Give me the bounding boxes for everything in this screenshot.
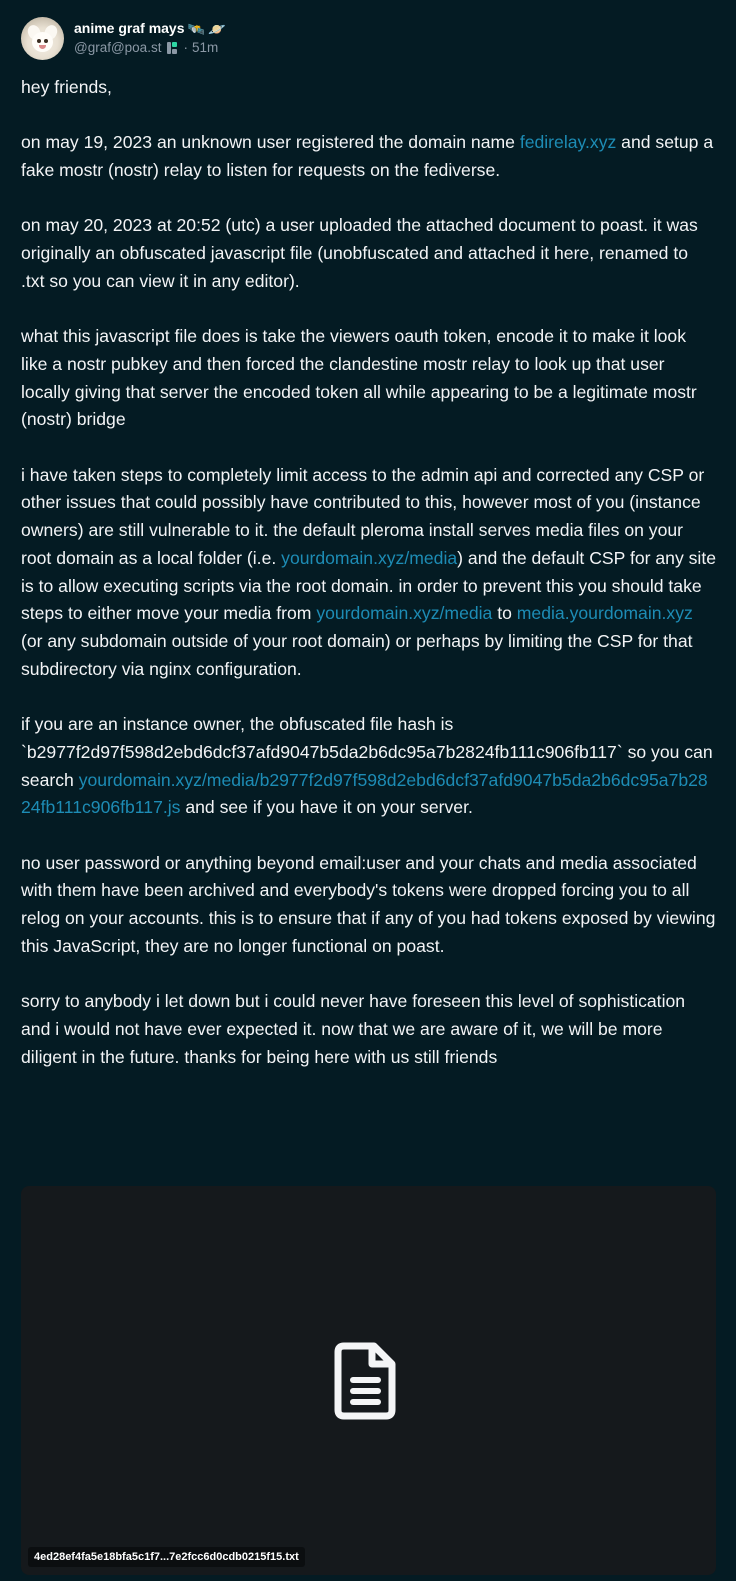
satellite-emoji-icon: 🛰️ [187,20,205,37]
paragraph-tokens: no user password or anything beyond email:user and your chats and media associated with them have been archived and everybody's tokens were dropped forcing you to all relog on your accounts. this is to ensure that if any of you had tokens exposed by viewing this JavaScript, they are no longer functional on poast. [21,852,716,956]
paragraph-upload: on may 20, 2023 at 20:52 (utc) a user uploaded the attached document to poast. it was originally an obfuscated javascript file (unobfuscated and attached it here, renamed to .txt so you can view it in any editor). [21,215,698,291]
account-handle[interactable]: @graf@poa.st [74,40,162,55]
display-name-row[interactable] [74,19,225,38]
file-attachment[interactable] [21,1186,716,1575]
link-yourdomain-media[interactable]: yourdomain.xyz/media [281,547,458,568]
avatar[interactable] [21,17,64,60]
author-info [74,19,225,57]
paragraph-greeting: hey friends, [21,77,112,97]
paragraph-apology: sorry to anybody i let down but i could never have foreseen this level of sophistication and i would not have ever expected it. now that we are aware of it, we will be more diligent in the future. thanks for being here with us still friends [21,991,686,1067]
planet-emoji-icon: 🪐 [207,20,226,37]
paragraph-explanation: what this javascript file does is take the viewers oauth token, encode it to make it look like a nostr pubkey and then forced the clandestine mostr relay to look up that user locally giving that server the encoded token all while appearing to be a legitimate mostr (nostr) bridge [21,326,697,430]
meta-separator: · [183,40,188,55]
link-hash-file[interactable]: yourdomain.xyz/media/b2977f2d97f598d2ebd6dcf37afd9047b5da2b6dc95a7b2824fb111c906fb117.js [21,769,708,818]
pleroma-icon [165,41,179,55]
post-content [21,74,716,1071]
paragraph-hash: if you are an instance owner, the obfuscated file hash is `b2977f2d97f598d2ebd6dcf37afd9047b5da2b6dc95a7b2824fb111c906fb117` so you can search yourdomain.xyz/media/b2977f2d97f598d2ebd6dcf37afd9047b5da2b6dc95a7b2824fb111c906fb117.js and see if you have it on your server. [21,714,713,818]
display-name[interactable]: anime graf mays [74,20,185,36]
attachment-filename: 4ed28ef4fa5e18bfa5c1f7...7e2fcc6d0cdb0215f15.txt [28,1547,305,1567]
paragraph-mitigation: i have taken steps to completely limit access to the admin api and corrected any CSP or other issues that could possibly have contributed to this, however most of you (instance owners) are still vulnerable to it. the default pleroma install serves media files on your root domain as a local folder (i.e. yourdomain.xyz/media) and the default CSP for any site is to allow executing scripts via the root domain. in order to prevent this you should take steps to either move your media from yourdomain.xyz/media to media.yourdomain.xyz (or any subdomain outside of your root domain) or perhaps by limiting the CSP for that subdirectory via nginx configuration. [21,464,717,679]
paragraph-domain: on may 19, 2023 an unknown user registered the domain name fedirelay.xyz and setup a fake mostr (nostr) relay to listen for requests on the fediverse. [21,132,714,181]
link-fedirelay[interactable]: fedirelay.xyz [519,132,617,153]
post-header [21,16,225,60]
link-media-subdomain[interactable]: media.yourdomain.xyz [516,603,693,624]
file-text-icon [334,1340,398,1420]
link-yourdomain-media-2[interactable]: yourdomain.xyz/media [316,603,493,624]
post-timestamp[interactable]: 51m [191,40,219,55]
post-meta [74,38,225,57]
